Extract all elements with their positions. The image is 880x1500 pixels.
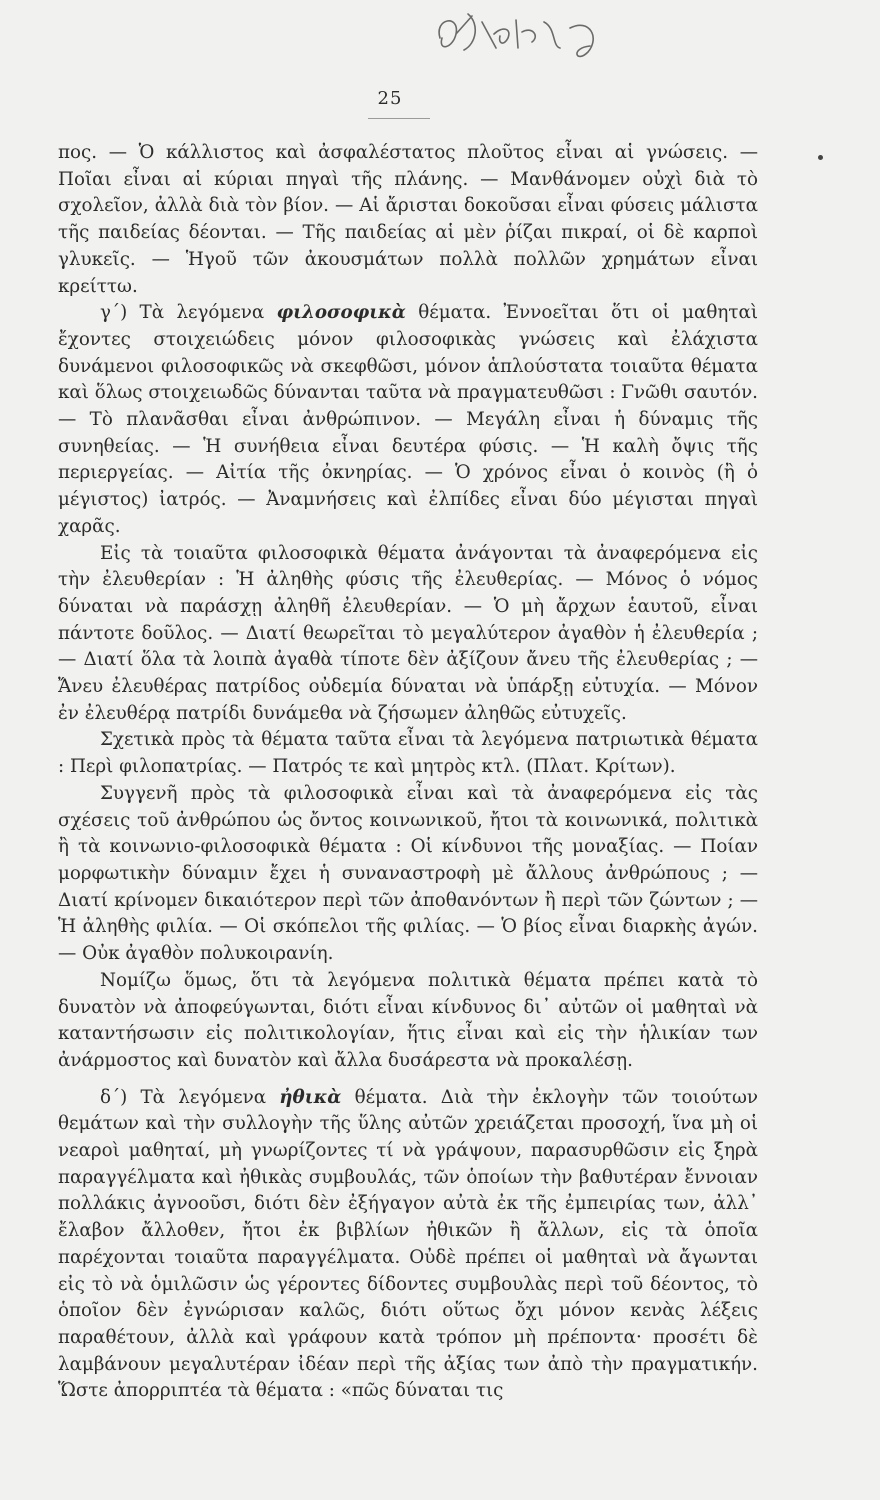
paragraph	[58, 300, 758, 540]
paragraph-rest: θέματα. Ἐννοεῖται ὅτι οἱ μαθηταὶ ἔχοντες στοιχειώδεις μόνον φιλοσοφικὰς γνώσεις καὶ ἐλάχιστα δυνάμενοι φιλοσοφικῶς νὰ σκεφθῶσι, μόνον ἁπλούστατα τοιαῦτα θέματα καὶ ὅλως στοιχειωδῶς δύνανται ταῦτα νὰ πραγματευθῶσι : Γνῶθι σαυτόν. — Τὸ πλανᾶσθαι εἶναι ἀνθρώπινον. — Μεγάλη εἶναι ἡ δύναμις τῆς συνηθείας. — Ἡ συνήθεια εἶναι δευτέρα φύσις. — Ἡ καλὴ ὄψις τῆς περιεργείας. — Αἰτία τῆς ὀκνηρίας. — Ὁ χρόνος εἶναι ὁ κοινὸς (ἢ ὁ μέγιστος) ἰατρός. — Ἀναμνήσεις καὶ ἐλπίδες εἶναι δύο μέγισται πηγαὶ χαρᾶς.	[58, 302, 758, 537]
paragraph: Εἰς τὰ τοιαῦτα φιλοσοφικὰ θέματα ἀνάγονται τὰ ἀναφερόμενα εἰς τὴν ἐλευθερίαν : Ἡ ἀληθὴς φύσις τῆς ἐλευθερίας. — Μόνος ὁ νόμος δύναται νὰ παράσχῃ ἀληθῆ ἐλευθερίαν. — Ὁ μὴ ἄρχων ἑαυτοῦ, εἶναι πάντοτε δοῦλος. — Διατί θεωρεῖται τὸ μεγαλύτερον ἀγαθὸν ἡ ἐλευθερία ; — Διατί ὅλα τὰ λοιπὰ ἀγαθὰ τίποτε δὲν ἀξίζουν ἄνευ τῆς ἐλευθερίας ; — Ἄνευ ἐλευθέρας πατρίδος οὐδεμία δύναται νὰ ὑπάρξῃ εὐτυχία. — Μόνον ἐν ἐλευθέρᾳ πατρίδι δυνάμεθα νὰ ζήσωμεν ἀληθῶς εὐτυχεῖς.	[58, 542, 758, 724]
paragraph: πος. — Ὁ κάλλιστος καὶ ἀσφαλέστατος πλοῦτος εἶναι αἱ γνώσεις. — Ποῖαι εἶναι αἱ κύριαι πηγαὶ τῆς πλάνης. — Μανθάνομεν οὐχὶ διὰ τὸ σχολεῖον, ἀλλὰ διὰ τὸν βίον. — Αἱ ἄρισται δοκοῦσαι εἶναι φύσεις μάλιστα τῆς παιδείας δέονται. — Τῆς παιδείας αἱ μὲν ῥίζαι πικραί, οἱ δὲ καρποὶ γλυκεῖς. — Ἡγοῦ τῶν ἀκουσμάτων πολλὰ πολλῶν χρημάτων εἶναι κρείττω.	[58, 142, 758, 297]
margin-dot	[818, 155, 823, 160]
paragraph: Νομίζω ὅμως, ὅτι τὰ λεγόμενα πολιτικὰ θέματα πρέπει κατὰ τὸ δυνατὸν νὰ ἀποφεύγωνται, διότι εἶναι κίνδυνος δι᾽ αὐτῶν οἱ μαθηταὶ νὰ καταντήσωσιν εἰς πολιτικολογίαν, ἥτις εἶναι καὶ εἰς τὴν ἡλικίαν των ἀνάρμοστος καὶ δυνατὸν καὶ ἄλλα δυσάρεστα νὰ προκαλέσῃ.	[58, 969, 758, 1071]
page-number-rule	[368, 118, 430, 119]
emphasis-term: φιλοσοφικὰ	[276, 302, 406, 324]
paragraph-lead: δ´) Τὰ λεγόμενα	[100, 1086, 280, 1108]
emphasis-term: ἠθικὰ	[279, 1086, 342, 1108]
page-number: 25	[377, 88, 403, 109]
paragraph: Συγγενῆ πρὸς τὰ φιλοσοφικὰ εἶναι καὶ τὰ ἀναφερόμενα εἰς τὰς σχέσεις τοῦ ἀνθρώπου ὡς ὄντος κοινωνικοῦ, ἤτοι τὰ κοινωνικά, πολιτικὰ ἢ τὰ κοινωνιο-φιλοσοφικὰ θέματα : Οἱ κίνδυνοι τῆς μοναξίας. — Ποίαν μορφωτικὴν δύναμιν ἔχει ἡ συναναστροφὴ μὲ ἄλλους ἀνθρώπους ; — Διατί κρίνομεν δικαιότερον περὶ τῶν ἀποθανόντων ἢ περὶ τῶν ζώντων ; — Ἡ ἀληθὴς φιλία. — Οἱ σκόπελοι τῆς φιλίας. — Ὁ βίος εἶναι διαρκὴς ἀγών. — Οὐκ ἀγαθὸν πολυκοιρανίη.	[58, 782, 758, 965]
paragraph-lead: γ´) Τὰ λεγόμενα	[100, 302, 277, 324]
body-text	[58, 140, 758, 1405]
paragraph	[58, 1085, 758, 1405]
handwritten-signature	[420, 8, 620, 68]
paragraph-rest: θέματα. Διὰ τὴν ἐκλογὴν τῶν τοιούτων θεμάτων καὶ τὴν συλλογὴν τῆς ὕλης αὐτῶν χρειάζεται προσοχή, ἵνα μὴ οἱ νεαροὶ μαθηταί, μὴ γνωρίζοντες τί νὰ γράψουν, παρασυρθῶσιν εἰς ξηρὰ παραγγέλματα καὶ ἠθικὰς συμβουλάς, τῶν ὁποίων τὴν βαθυτέραν ἔννοιαν πολλάκις ἀγνοοῦσι, διότι δὲν ἐξήγαγον αὐτὰ ἐκ τῆς ἐμπειρίας των, ἀλλ᾽ ἔλαβον ἄλλοθεν, ἤτοι ἐκ βιβλίων ἠθικῶν ἢ ἄλλων, εἰς τὰ ὁποῖα παρέχονται τοιαῦτα παραγγέλματα. Οὐδὲ πρέπει οἱ μαθηταὶ νὰ ἄγωνται εἰς τὸ νὰ ὁμιλῶσιν ὡς γέροντες δίδοντες συμβουλὰς περὶ τοῦ δέοντος, τὸ ὁποῖον δὲν ἐγνώρισαν καλῶς, διότι οὕτως ὄχι μόνον κενὰς λέξεις παραθέτουν, ἀλλὰ καὶ γράφουν κατὰ τρόπον μὴ πρέποντα· προσέτι δὲ λαμβάνουν μεγαλυτέραν ἰδέαν περὶ τῆς ἀξίας των ἀπὸ τὴν πραγματικήν. Ὥστε ἀπορριπτέα τὰ θέματα : «πῶς δύναται τις	[58, 1086, 758, 1402]
paragraph: Σχετικὰ πρὸς τὰ θέματα ταῦτα εἶναι τὰ λεγόμενα πατριωτικὰ θέματα : Περὶ φιλοπατρίας. — Πατρός τε καὶ μητρὸς κτλ. (Πλατ. Κρίτων).	[58, 729, 758, 778]
